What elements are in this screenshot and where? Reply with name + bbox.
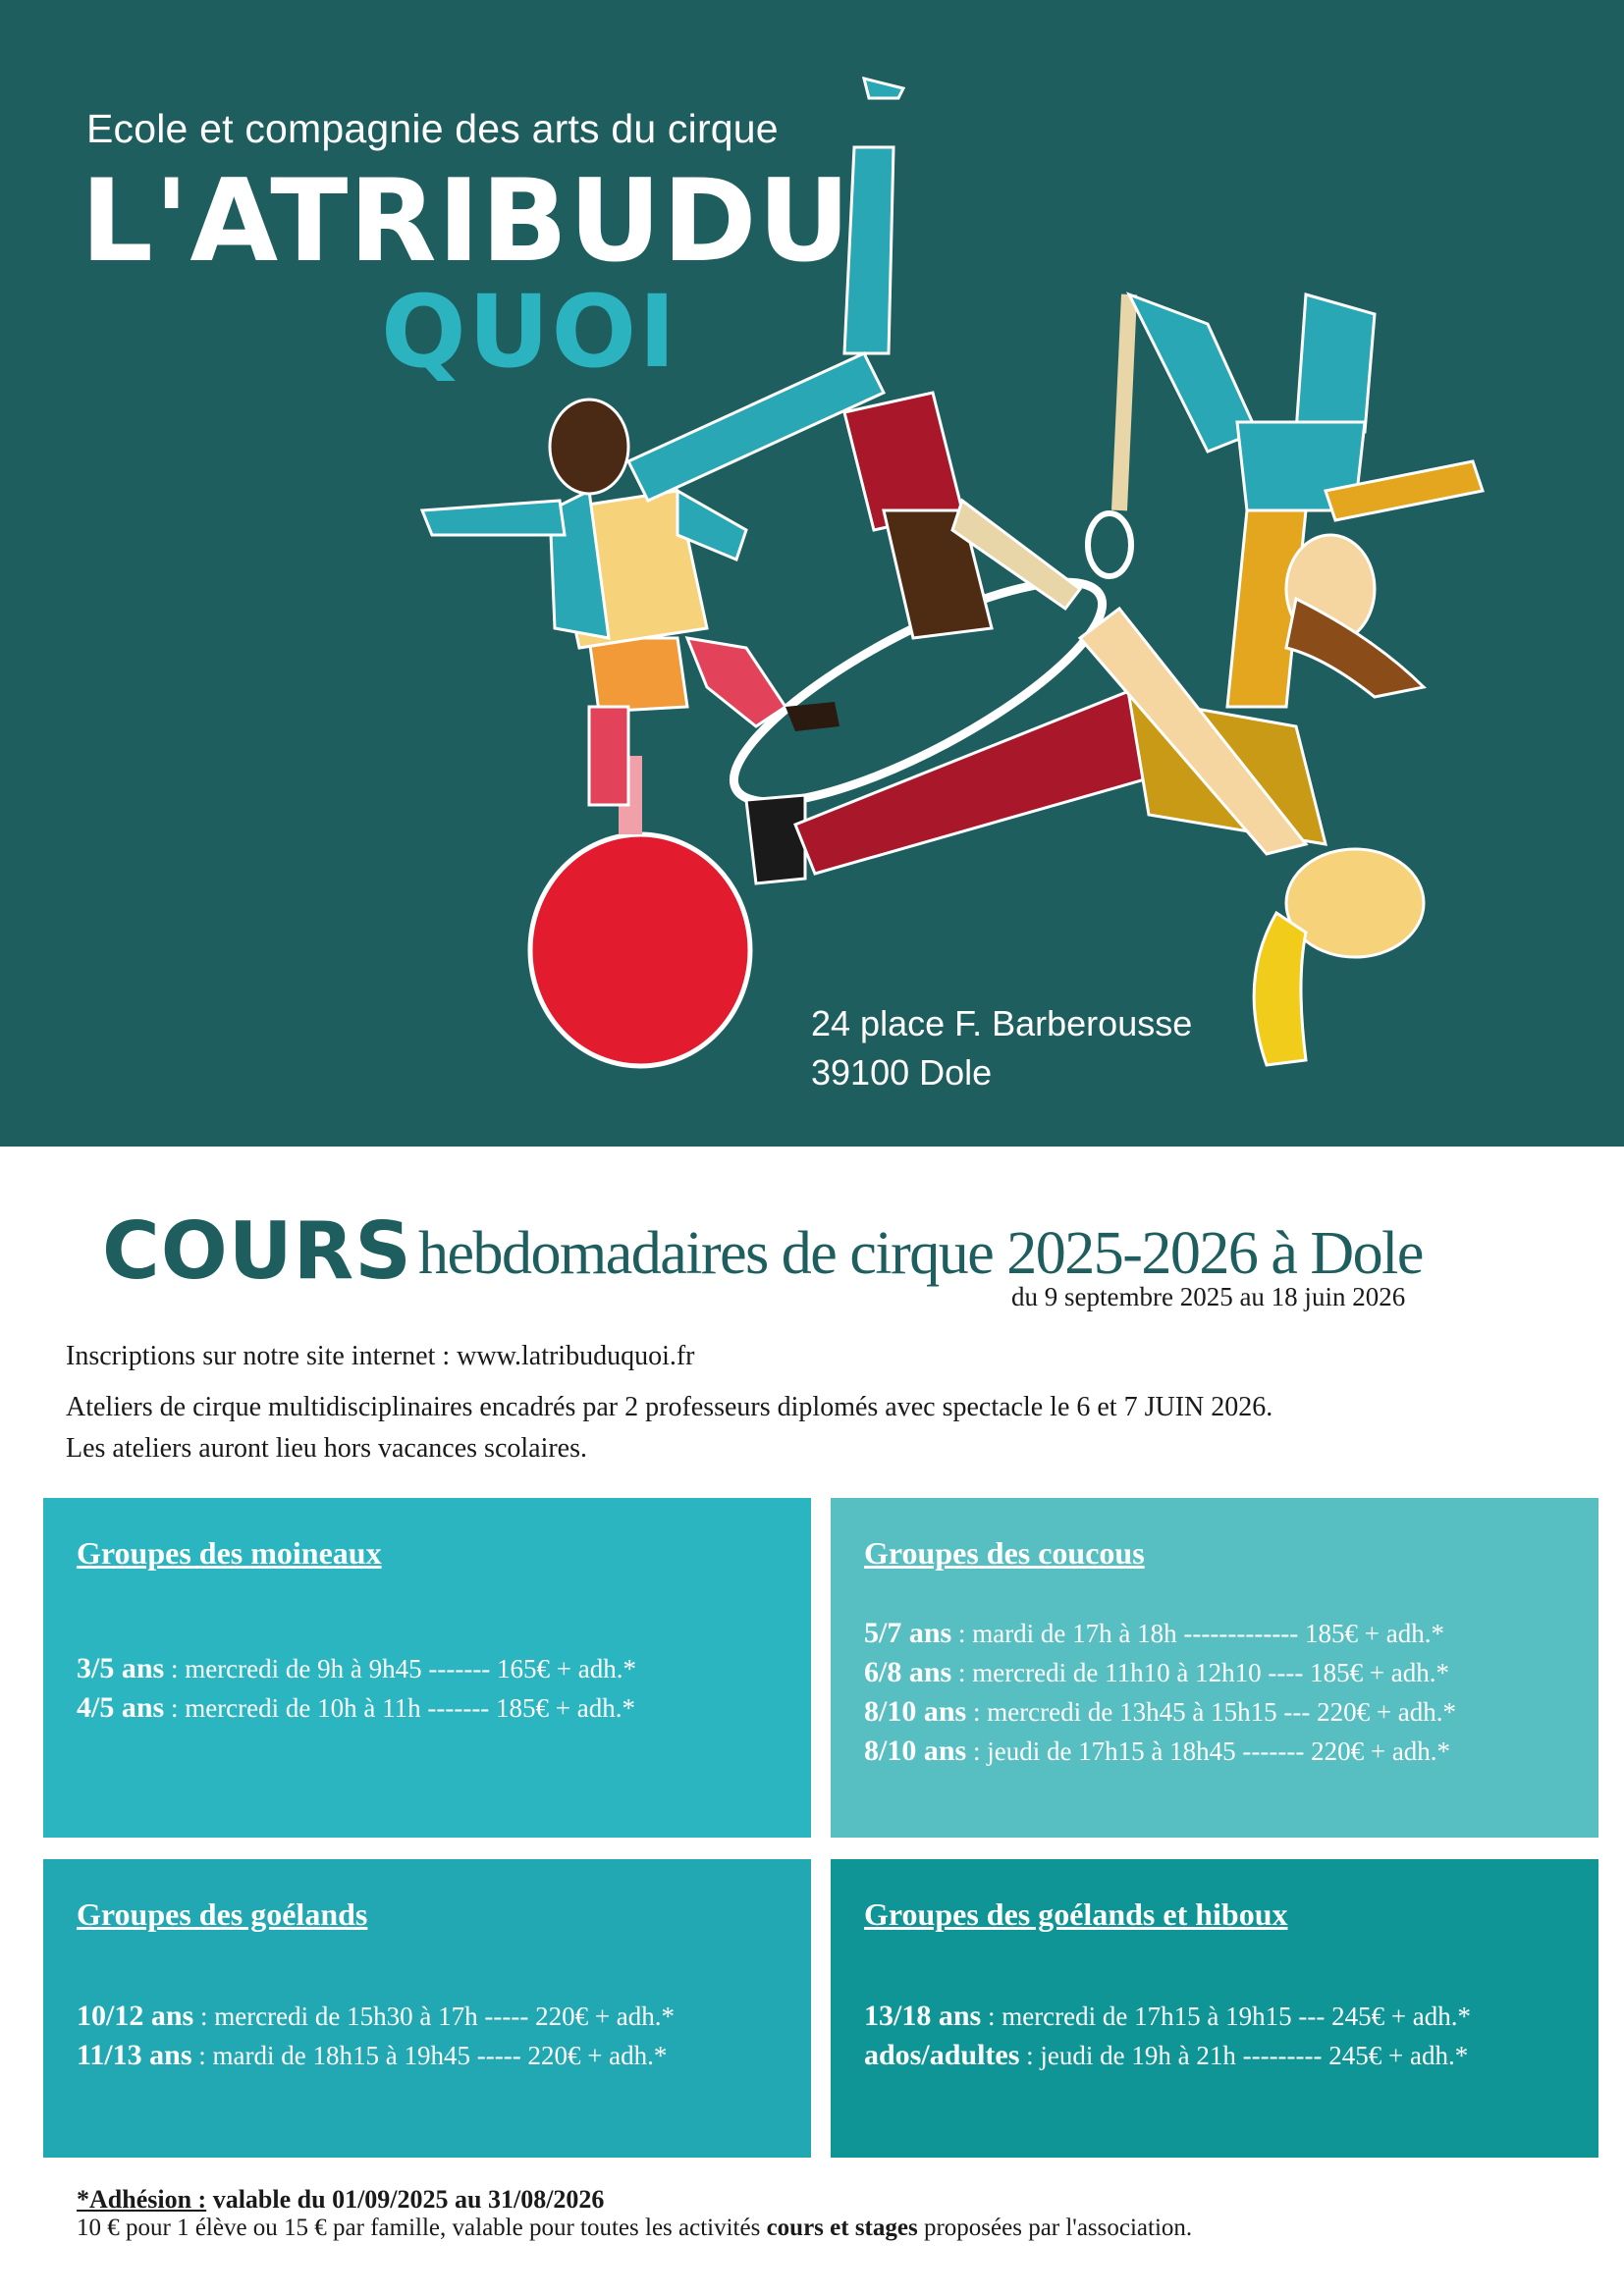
group-title: Groupes des coucous <box>864 1535 1145 1571</box>
adhesion-line <box>77 2185 1192 2215</box>
hoop-girl-shoe <box>746 795 805 883</box>
tagline: Ecole et compagnie des arts du cirque <box>86 106 779 151</box>
adhesion-validity: valable du 01/09/2025 au 31/08/2026 <box>206 2185 605 2214</box>
schedule-line: 13/18 ans : mercredi de 17h15 à 19h15 --- 245€ + adh.* <box>864 2000 1472 2032</box>
group-title: Groupes des moineaux <box>77 1535 382 1571</box>
address-city: 39100 Dole <box>811 1052 993 1093</box>
hero-banner <box>0 0 1624 1147</box>
schedule-line: 8/10 ans : jeudi de 17h15 à 18h45 ------- 220€ + adh.* <box>864 1735 1451 1767</box>
schedule-line: 5/7 ans : mardi de 17h à 18h ------------- 185€ + adh.* <box>864 1617 1444 1649</box>
info-vacances: Les ateliers auront lieu hors vacances scolaires. <box>66 1433 588 1464</box>
adhesion-label: *Adhésion : <box>77 2185 207 2214</box>
boy-shoe <box>785 702 839 731</box>
season-dates: du 9 septembre 2025 au 18 juin 2026 <box>1011 1282 1406 1311</box>
group-box-goelands-hiboux <box>831 1859 1598 2158</box>
hoop-girl-face <box>1286 849 1424 957</box>
logo-subtitle: QUOI <box>381 274 678 391</box>
adhesion-pricing: 10 € pour 1 élève ou 15 € par famille, valable pour toutes les activités cours et stages proposées par l'association. <box>77 2215 1193 2241</box>
schedule-line: ados/adultes : jeudi de 19h à 21h --------- 245€ + adh.* <box>864 2039 1469 2071</box>
address-street: 24 place F. Barberousse <box>811 1003 1193 1043</box>
boy-leg-left <box>589 707 628 805</box>
group-title: Groupes des goélands et hiboux <box>864 1896 1288 1932</box>
boy-shorts <box>589 638 687 712</box>
info-inscriptions: Inscriptions sur notre site internet : www.latribuduquoi.fr <box>66 1341 695 1371</box>
girl-leg-2 <box>1296 294 1375 432</box>
hoop-girl-hair <box>1254 913 1306 1065</box>
schedule-line: 8/10 ans : mercredi de 13h45 à 15h15 --- 220€ + adh.* <box>864 1695 1457 1728</box>
rope <box>1119 294 1129 510</box>
boy-head <box>550 400 628 494</box>
boy-leg-right <box>687 638 785 726</box>
ball <box>530 834 750 1066</box>
acrobat-leg <box>844 147 893 353</box>
info-ateliers: Ateliers de cirque multidisciplinaires encadrés par 2 professeurs diplomés avec spectacle le 6 et 7 JUIN 2026. <box>66 1392 1273 1422</box>
group-box-coucous <box>831 1498 1598 1838</box>
rope-loop <box>1088 513 1131 576</box>
schedule-line: 10/12 ans : mercredi de 15h30 à 17h ----- 220€ + adh.* <box>77 2000 676 2032</box>
boy-arm <box>422 501 565 535</box>
schedule-line: 11/13 ans : mardi de 18h15 à 19h45 ----- 220€ + adh.* <box>77 2039 668 2071</box>
group-title: Groupes des goélands <box>77 1896 368 1932</box>
title-subtitle: hebdomadaires de cirque 2025-2026 à Dole <box>418 1220 1423 1287</box>
title-cours: COURS <box>102 1205 412 1297</box>
schedule-line: 4/5 ans : mercredi de 10h à 11h ------- 185€ + adh.* <box>77 1691 636 1724</box>
schedule-line: 3/5 ans : mercredi de 9h à 9h45 ------- 165€ + adh.* <box>77 1652 637 1684</box>
hoop-girl-legs <box>795 687 1159 874</box>
schedule-line: 6/8 ans : mercredi de 11h10 à 12h10 ---- 185€ + adh.* <box>864 1656 1450 1688</box>
adhesion-note <box>77 2185 1192 2242</box>
acrobat-shoe <box>864 79 903 98</box>
group-box-moineaux <box>43 1498 811 1838</box>
address <box>811 999 1192 1097</box>
logo-title: L'ATRIBUDU <box>81 155 851 288</box>
group-box-goelands <box>43 1859 811 2158</box>
